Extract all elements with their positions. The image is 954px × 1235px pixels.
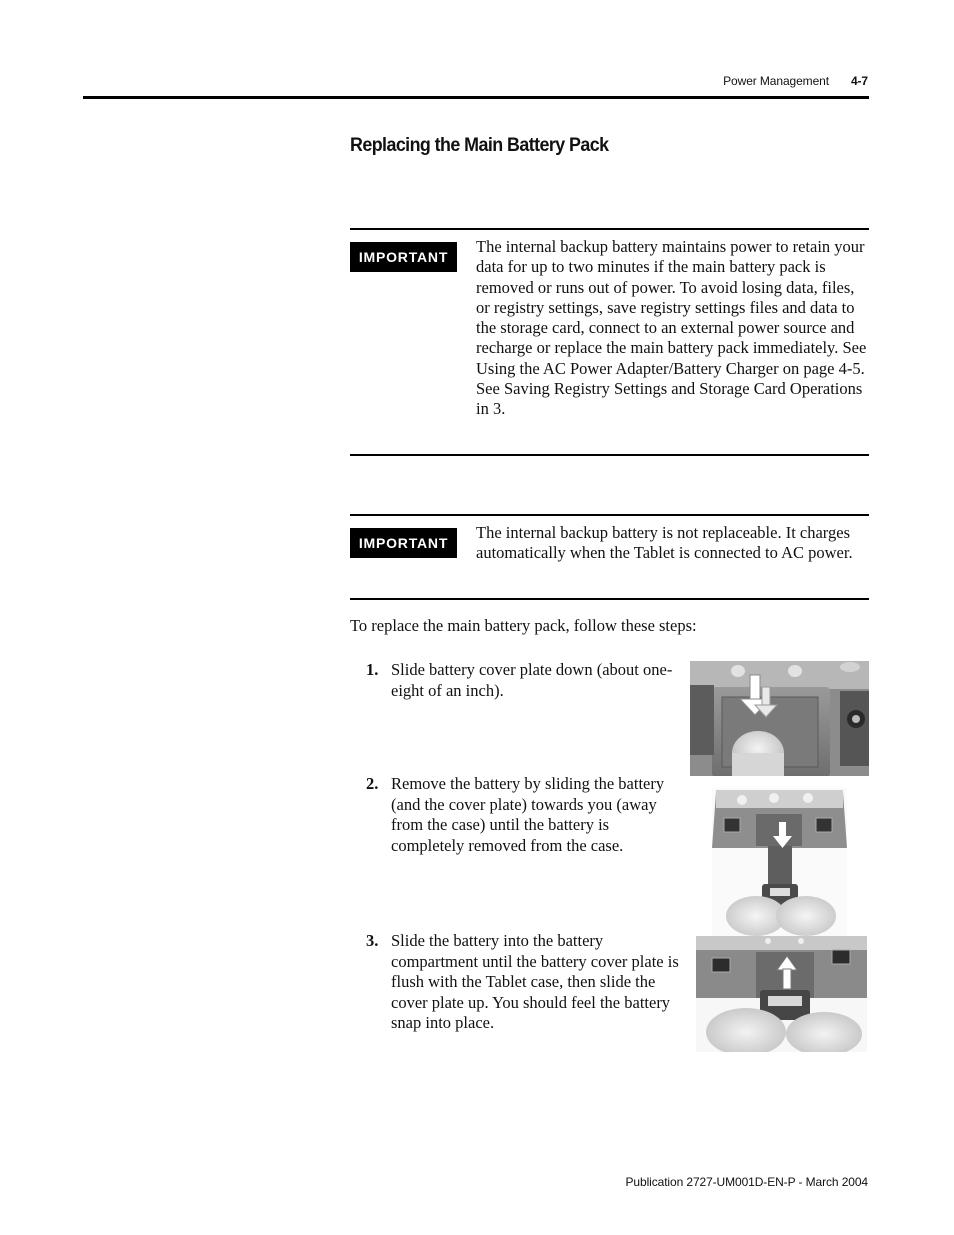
important-label: IMPORTANT xyxy=(350,528,457,558)
important-text: The internal backup battery is not replaceable. It charges automatically when the Tablet is connected to AC power. xyxy=(476,523,853,563)
step-number: 3. xyxy=(366,931,379,950)
important-note-1 xyxy=(350,228,869,456)
step-text: Slide the battery into the battery compartment until the battery cover plate is flush with the Tablet case, then slide the cover plate up. You should feel the battery snap into place. xyxy=(391,931,679,1033)
section-title: Replacing the Main Battery Pack xyxy=(350,135,609,156)
header-page-number: 4-7 xyxy=(850,74,868,88)
header-rule xyxy=(83,96,869,99)
step-number: 2. xyxy=(366,774,379,793)
header-section-name: Power Management xyxy=(723,74,829,88)
step-text: Remove the battery by sliding the battery (and the cover plate) towards you (away from the case) until the battery is completely removed from the case. xyxy=(391,774,665,855)
running-header xyxy=(723,74,868,88)
intro-paragraph: To replace the main battery pack, follow these steps: xyxy=(350,616,697,635)
photo-remove-battery xyxy=(712,788,847,936)
step-text: Slide battery cover plate down (about one-eight of an inch). xyxy=(391,660,673,700)
step-number: 1. xyxy=(366,660,379,679)
photo-slide-cover-down xyxy=(690,661,869,776)
important-label: IMPORTANT xyxy=(350,242,457,272)
important-text: The internal backup battery maintains power to retain your data for up to two minutes if the main battery pack is removed or runs out of power. To avoid losing data, files, or registry settings, save registry settings files and data to the storage card, connect to an external power source and recharge or replace the main battery pack immediately. See Using the AC Power Adapter/Battery Charger on page 4-5. See Saving Registry Settings and Storage Card Operations in 3. xyxy=(476,237,867,419)
footer-publication: Publication 2727-UM001D-EN-P - March 2004 xyxy=(625,1175,868,1189)
important-note-2 xyxy=(350,514,869,600)
photo-insert-battery xyxy=(696,936,867,1052)
